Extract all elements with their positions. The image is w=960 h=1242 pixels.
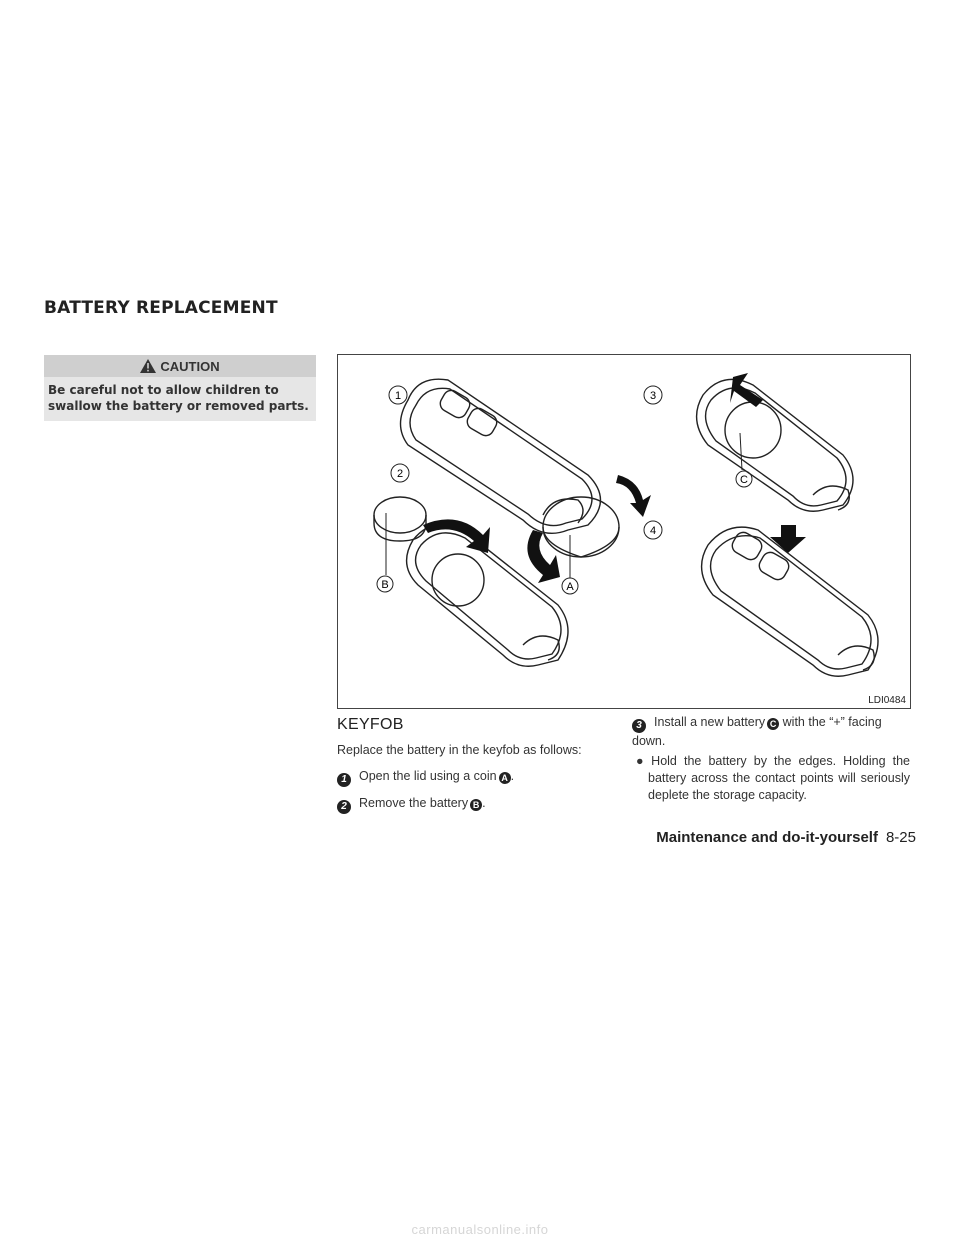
caution-heading: CAUTION xyxy=(160,358,220,374)
step-number: 3 xyxy=(632,719,646,733)
section-title: BATTERY REPLACEMENT xyxy=(44,298,278,318)
page-number: 8-25 xyxy=(885,829,916,846)
step-number: 2 xyxy=(337,800,351,814)
keyfob-figure xyxy=(337,354,911,709)
fig-label-b: B xyxy=(381,579,389,591)
fig-step-4: 4 xyxy=(649,525,657,537)
keyfob-1-drawing xyxy=(401,379,601,533)
callout-a: A xyxy=(499,772,511,784)
keyfob-3-drawing xyxy=(697,379,853,511)
keyfob-intro: Replace the battery in the keyfob as follows: xyxy=(337,743,582,757)
step-text: Install a new battery xyxy=(654,715,766,729)
arrow-coin-right xyxy=(616,475,651,517)
step-tail: with the “+” facing down. xyxy=(632,715,882,748)
step-tail: . xyxy=(482,796,486,810)
fig-step-1: 1 xyxy=(394,390,402,402)
bullet-text: Hold the battery by the edges. Holding the battery across the contact points will seriously deplete the storage capacity. xyxy=(648,754,910,802)
figure-code: LDI0484 xyxy=(868,695,906,706)
step-text: Open the lid using a coin xyxy=(359,769,497,783)
step-number: 1 xyxy=(337,773,351,787)
arrow-coin-left xyxy=(527,530,560,583)
fig-label-a: A xyxy=(566,581,574,593)
fig-label-c: C xyxy=(740,474,748,486)
keyfob-illustration xyxy=(338,355,910,708)
step-3 xyxy=(632,714,910,750)
step-text: Remove the battery xyxy=(359,796,469,810)
caution-box xyxy=(44,355,316,421)
warning-icon xyxy=(140,359,156,373)
step-1 xyxy=(337,768,514,787)
caution-text: Be careful not to allow children to swallow the battery or removed parts. xyxy=(44,377,316,421)
watermark: carmanualsonline.info xyxy=(411,1222,549,1237)
fig-step-3: 3 xyxy=(649,390,657,402)
arrow-step4 xyxy=(770,525,806,553)
step-2 xyxy=(337,795,486,814)
bullet-dot: ● xyxy=(636,754,648,768)
fig-step-2: 2 xyxy=(396,468,404,480)
arrow-step3 xyxy=(730,373,763,407)
footer-chapter: Maintenance and do-it-yourself xyxy=(656,829,878,846)
callout-b: B xyxy=(470,799,482,811)
keyfob-heading: KEYFOB xyxy=(337,716,404,733)
caution-header xyxy=(44,355,316,377)
page-footer xyxy=(656,829,916,846)
step-tail: . xyxy=(510,769,515,783)
bullet-note xyxy=(636,753,910,804)
callout-c: C xyxy=(767,718,779,730)
